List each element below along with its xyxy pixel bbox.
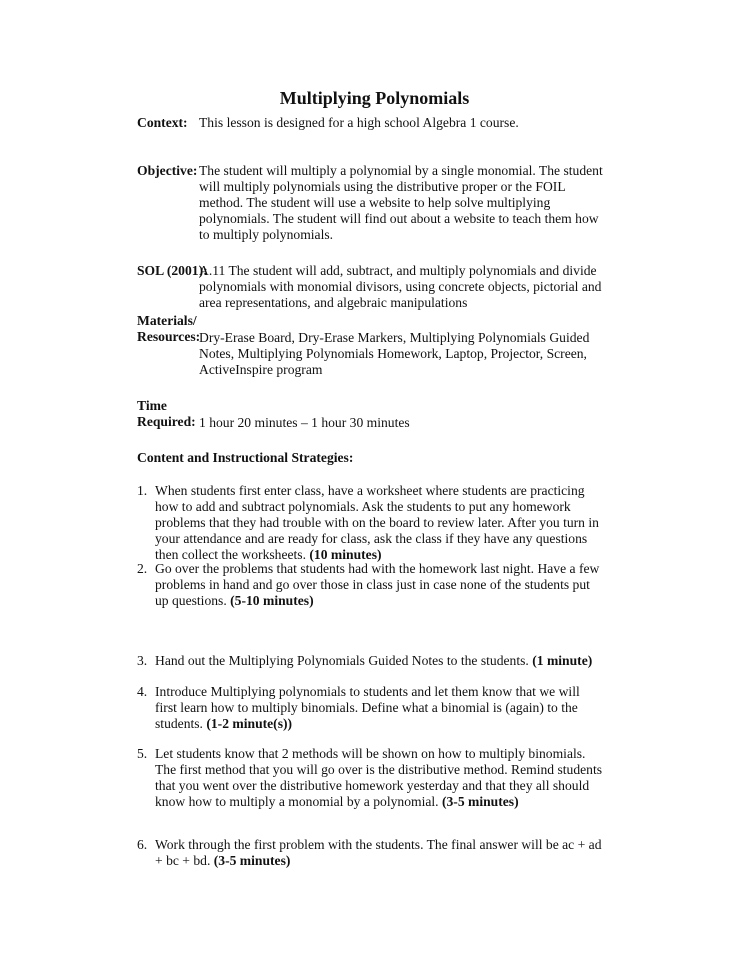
- step-number: 4.: [137, 684, 148, 699]
- step-duration: (10 minutes): [309, 547, 382, 562]
- field-value: [199, 163, 603, 243]
- value-line: Notes, Multiplying Polynomials Homework, Laptop, Projector, Screen,: [199, 346, 587, 361]
- value-line: The student will multiply a polynomial by a single monomial. The student: [199, 163, 603, 178]
- step-line: [155, 794, 602, 810]
- step-line: [155, 853, 602, 869]
- step-text: know how to multiply a monomial by a polynomial.: [155, 794, 442, 809]
- step-text: + bc + bd.: [155, 853, 214, 868]
- step-item: [155, 653, 592, 669]
- step-line: [155, 700, 580, 716]
- field-label: [137, 313, 200, 345]
- step-number: 3.: [137, 653, 148, 668]
- field-value: [199, 415, 410, 431]
- step-line: [155, 531, 599, 547]
- value-line: Dry-Erase Board, Dry-Erase Markers, Multiplying Polynomials Guided: [199, 330, 590, 345]
- value-line: ActiveInspire program: [199, 362, 323, 377]
- step-line: [155, 778, 602, 794]
- value-line: 1 hour 20 minutes – 1 hour 30 minutes: [199, 415, 410, 430]
- step-line: [155, 684, 580, 700]
- step-text: problems that they had trouble with on the board to review later. After you turn in: [155, 515, 599, 530]
- step-text: how to add and subtract polynomials. Ask the students to put any homework: [155, 499, 571, 514]
- step-line: [155, 561, 599, 577]
- label-line: Context:: [137, 115, 188, 130]
- field-label: [137, 398, 196, 430]
- step-line: [155, 837, 602, 853]
- step-line: [155, 577, 599, 593]
- step-text: Let students know that 2 methods will be shown on how to multiply binomials.: [155, 746, 586, 761]
- label-line: Materials/: [137, 313, 197, 328]
- step-text: that you went over the distributive homework yesterday and that they all should: [155, 778, 590, 793]
- value-line: will multiply polynomials using the distributive proper or the FOIL: [199, 179, 566, 194]
- step-item: [155, 483, 599, 563]
- section-heading: Content and Instructional Strategies:: [137, 450, 354, 465]
- step-text: students.: [155, 716, 207, 731]
- step-text: Hand out the Multiplying Polynomials Guided Notes to the students.: [155, 653, 533, 668]
- step-duration: (1-2 minute(s)): [206, 716, 293, 731]
- step-text: first learn how to multiply binomials. Define what a binomial is (again) to the: [155, 700, 578, 715]
- label-line: Time: [137, 398, 167, 413]
- step-duration: (1 minute): [532, 653, 593, 668]
- step-text: your attendance and are ready for class, ask the class if they have any questions: [155, 531, 588, 546]
- step-line: [155, 515, 599, 531]
- step-number: 2.: [137, 561, 148, 576]
- step-item: [155, 837, 602, 869]
- step-duration: (3-5 minutes): [441, 794, 519, 809]
- step-item: [155, 561, 599, 609]
- step-text: up questions.: [155, 593, 231, 608]
- label-line: SOL (2001):: [137, 263, 208, 278]
- field-value: [199, 263, 601, 311]
- field-value: [199, 330, 589, 378]
- step-text: Work through the first problem with the students. The final answer will be ac + ad: [155, 837, 602, 852]
- step-text: Introduce Multiplying polynomials to students and let them know that we will: [155, 684, 580, 699]
- step-line: [155, 746, 602, 762]
- document-title: Multiplying Polynomials: [279, 88, 470, 108]
- label-line: Resources:: [137, 329, 201, 344]
- label-line: Required:: [137, 414, 196, 429]
- value-line: polynomials. The student will find out about a website to teach them how: [199, 211, 599, 226]
- step-line: [155, 653, 592, 669]
- value-line: to multiply polynomials.: [199, 227, 334, 242]
- field-value: [199, 115, 519, 131]
- field-label: [137, 115, 188, 131]
- value-line: method. The student will use a website to help solve multiplying: [199, 195, 551, 210]
- value-line: A.11 The student will add, subtract, and multiply polynomials and divide: [199, 263, 597, 278]
- field-label: [137, 163, 197, 179]
- step-text: When students first enter class, have a worksheet where students are practicing: [155, 483, 585, 498]
- step-line: [155, 483, 599, 499]
- step-text: Go over the problems that students had with the homework last night. Have a few: [155, 561, 600, 576]
- step-duration: (5-10 minutes): [230, 593, 314, 608]
- step-number: 1.: [137, 483, 148, 498]
- label-line: Objective:: [137, 163, 198, 178]
- step-text: problems in hand and go over those in class just in case none of the students put: [155, 577, 590, 592]
- value-line: polynomials with monomial divisors, using concrete objects, pictorial and: [199, 279, 602, 294]
- step-duration: (3-5 minutes): [213, 853, 291, 868]
- step-item: [155, 746, 602, 810]
- step-text: then collect the worksheets.: [155, 547, 310, 562]
- step-text: The first method that you will go over is the distributive method. Remind students: [155, 762, 603, 777]
- value-line: This lesson is designed for a high school Algebra 1 course.: [199, 115, 519, 130]
- value-line: area representations, and algebraic manipulations: [199, 295, 468, 310]
- step-line: [155, 499, 599, 515]
- step-number: 6.: [137, 837, 148, 852]
- step-line: [155, 716, 580, 732]
- step-line: [155, 762, 602, 778]
- step-item: [155, 684, 580, 732]
- step-line: [155, 593, 599, 609]
- field-label: [137, 263, 208, 279]
- step-number: 5.: [137, 746, 148, 761]
